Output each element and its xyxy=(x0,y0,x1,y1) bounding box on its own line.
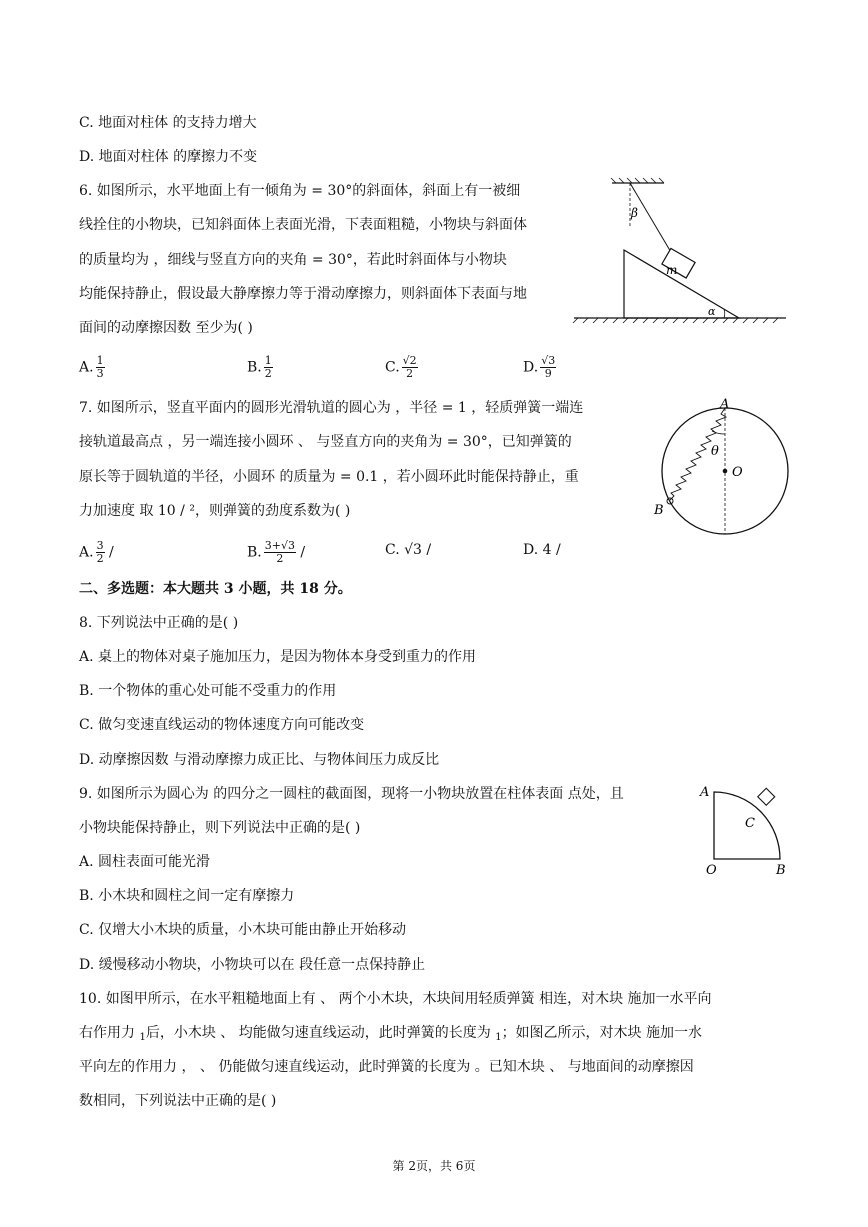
q9-option-b: B. 小木块和圆柱之间一定有摩擦力 xyxy=(79,888,295,904)
q9-label-a: A xyxy=(700,785,710,800)
q6-beta-label: β xyxy=(631,206,638,220)
q9-option-c: C. 仅增大小木块的质量，小木块可能由静止开始移动 xyxy=(79,922,407,938)
q6-option-c: C. $\frac{√2}{2}$ xyxy=(385,354,417,380)
q8-option-a: A. 桌上的物体对桌子施加压力，是因为物体本身受到重力的作用 xyxy=(79,649,477,665)
q6-option-b: B. $\frac{1}{2}$ xyxy=(247,354,272,380)
q9-option-a: A. 圆柱表面可能光滑 xyxy=(79,854,211,870)
q6-figure xyxy=(574,178,789,328)
q7-stem-line: 7. 如图所示，竖直平面内的圆形光滑轨道的圆心为 ，半径 = 1 ，轻质弹簧一端连 xyxy=(79,400,584,416)
q6-stem-line: 的质量均为 ，细线与竖直方向的夹角 = 30°，若此时斜面体与小物块 xyxy=(79,252,507,268)
q9-label-b: B xyxy=(776,863,786,878)
q6-stem-line: 面间的动摩擦因数 至少为( ) xyxy=(79,320,253,336)
q6-alpha-label: α xyxy=(708,305,716,318)
q9-stem-line: 9. 如图所示为圆心为 的四分之一圆柱的截面图，现将一小物块放置在柱体表面 点处，且 xyxy=(79,786,624,802)
q9-figure xyxy=(698,782,793,880)
q8-option-b: B. 一个物体的重心处可能不受重力的作用 xyxy=(79,683,337,699)
q9-label-o: O xyxy=(706,863,717,878)
q6-mass-label: m xyxy=(666,263,678,277)
q10-stem-line: 右作用力 $_1$后，小木块 、 均能做匀速直线运动，此时弹簧的长度为 $_1$；如图乙所示，对木块 施加一水 xyxy=(79,1025,703,1043)
q5-option-d: D. 地面对柱体 的摩擦力不变 xyxy=(79,149,258,165)
q7-option-b: B. $\frac{3+√3}{2}$ / xyxy=(247,539,306,565)
q7-option-c: C. √3 / xyxy=(385,542,432,558)
q10-stem-line: 数相同，下列说法中正确的是( ) xyxy=(79,1093,277,1109)
q8-option-d: D. 动摩擦因数 与滑动摩擦力成正比、与物体间压力成反比 xyxy=(79,752,440,768)
q6-stem-line: 6. 如图所示，水平地面上有一倾角为 = 30°的斜面体，斜面上有一被细 xyxy=(79,183,521,199)
q6-stem-line: 均能保持静止，假设最大静摩擦力等于滑动摩擦力，则斜面体下表面与地 xyxy=(79,286,527,302)
q6-stem-line: 线拴住的小物块，已知斜面体上表面光滑，下表面粗糙，小物块与斜面体 xyxy=(79,217,527,233)
q7-figure xyxy=(650,396,785,541)
q7-label-b: B xyxy=(654,503,664,518)
q7-stem-line: 接轨道最高点 ，另一端连接小圆环 、 与竖直方向的夹角为 = 30°，已知弹簧的 xyxy=(79,434,572,450)
q6-option-a: A. $\frac{1}{3}$ xyxy=(79,354,104,380)
q7-stem-line: 力加速度 取 10 / ²，则弹簧的劲度系数为( ) xyxy=(79,503,351,519)
q7-option-a: A. $\frac{3}{2}$ / xyxy=(79,539,114,565)
q7-label-a: A xyxy=(720,397,730,412)
q7-label-o: O xyxy=(732,465,743,480)
q9-stem-line: 小物块能保持静止，则下列说法中正确的是( ) xyxy=(79,820,361,836)
q7-label-theta: θ xyxy=(711,444,719,459)
q5-option-c: C. 地面对柱体 的支持力增大 xyxy=(79,115,257,131)
q7-option-d: D. 4 / xyxy=(523,542,561,558)
q9-option-d: D. 缓慢移动小物块，小物块可以在 段任意一点保持静止 xyxy=(79,957,426,973)
page-footer: 第 2页，共 6页 xyxy=(392,1159,476,1173)
q9-label-c: C xyxy=(745,816,755,831)
q10-stem-line: 10. 如图甲所示，在水平粗糙地面上有 、 两个小木块，木块间用轻质弹簧 相连，对木块 施加一水平向 xyxy=(79,991,712,1007)
q7-stem-line: 原长等于圆轨道的半径，小圆环 的质量为 = 0.1 ，若小圆环此时能保持静止，重 xyxy=(79,469,579,485)
q6-option-d: D. $\frac{√3}{9}$ xyxy=(523,354,556,380)
section-heading: 二、多选题：本大题共 3 小题，共 18 分。 xyxy=(79,581,352,597)
q10-stem-line: 平向左的作用力 ， 、 仍能做匀速直线运动，此时弹簧的长度为 。已知木块 、 与地面间的动摩擦因 xyxy=(79,1059,694,1075)
q8-option-c: C. 做匀变速直线运动的物体速度方向可能改变 xyxy=(79,717,365,733)
q8-stem: 8. 下列说法中正确的是( ) xyxy=(79,615,239,631)
